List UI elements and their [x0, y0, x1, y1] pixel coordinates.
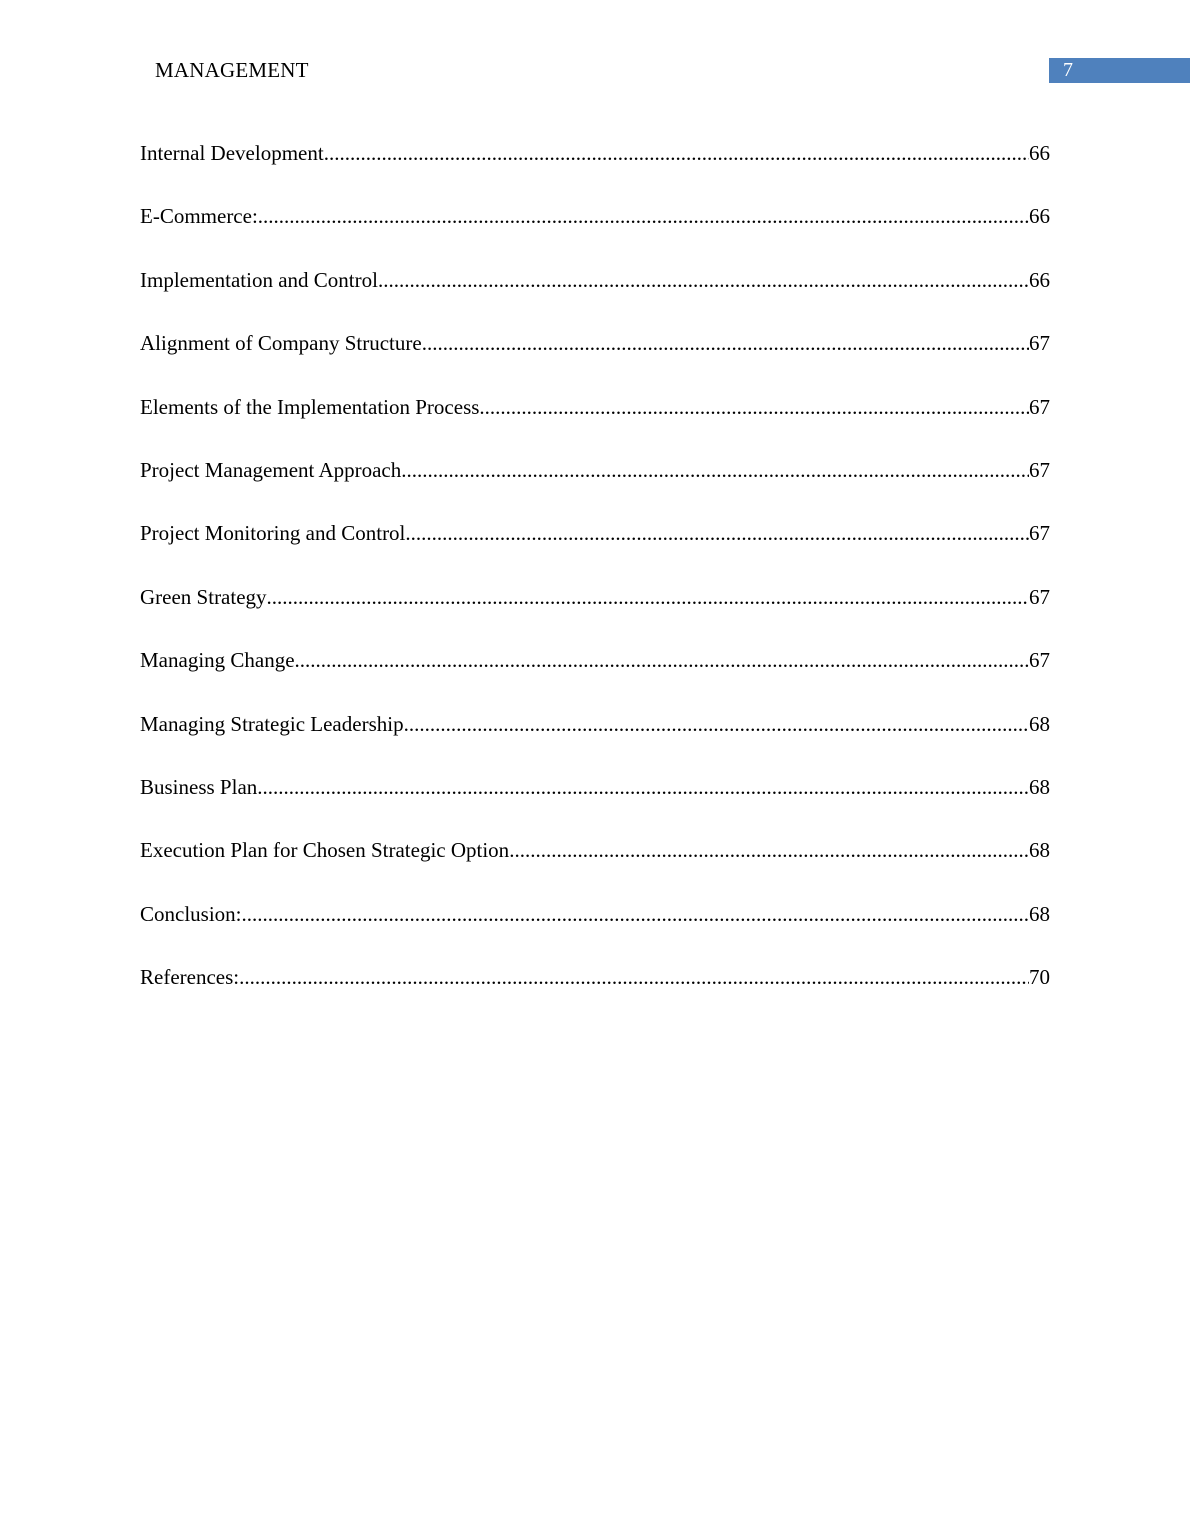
toc-entry-title: Managing Strategic Leadership — [140, 711, 404, 736]
toc-entry-title: Managing Change — [140, 648, 295, 673]
toc-entry-title: Elements of the Implementation Process — [140, 394, 480, 419]
toc-entry-title: E-Commerce: — [140, 204, 258, 229]
toc-entry-references[interactable] — [140, 962, 1050, 1025]
toc-entry-business-plan[interactable] — [140, 772, 1050, 835]
toc-entry-page: 67 — [1029, 584, 1050, 609]
toc-entry-title: Internal Development — [140, 141, 324, 165]
toc-entry-internal-development[interactable] — [140, 138, 1050, 201]
toc-dot-leader — [258, 201, 1029, 231]
toc-entry-page: 67 — [1029, 331, 1050, 356]
toc-entry-page: 68 — [1029, 774, 1050, 799]
toc-entry-page: 68 — [1029, 901, 1050, 926]
toc-entry-page: 70 — [1029, 965, 1050, 990]
toc-entry-title: Project Monitoring and Control — [140, 521, 406, 546]
toc-dot-leader — [242, 899, 1029, 929]
toc-dot-leader — [509, 835, 1029, 865]
toc-dot-leader — [401, 455, 1029, 485]
page-number-badge: 7 — [1049, 58, 1190, 83]
toc-entry-managing-change[interactable] — [140, 645, 1050, 708]
toc-entry-title: Implementation and Control — [140, 267, 378, 292]
toc-entry-page: 68 — [1029, 838, 1050, 863]
toc-dot-leader — [378, 265, 1029, 295]
toc-dot-leader — [404, 709, 1029, 739]
toc-entry-page: 66 — [1029, 141, 1050, 165]
toc-dot-leader — [267, 582, 1029, 612]
toc-entry-page: 66 — [1029, 267, 1050, 292]
toc-entry-title: Alignment of Company Structure — [140, 331, 422, 356]
toc-entry-title: Business Plan — [140, 774, 258, 799]
toc-entry-title: Green Strategy — [140, 584, 267, 609]
toc-dot-leader — [405, 518, 1029, 548]
running-head-title: MANAGEMENT — [155, 58, 309, 82]
toc-entry-title: References: — [140, 965, 240, 990]
toc-entry-e-commerce[interactable] — [140, 201, 1050, 264]
toc-dot-leader — [257, 772, 1029, 802]
toc-entry-project-management-approach[interactable] — [140, 455, 1050, 518]
table-of-contents — [140, 138, 1050, 1025]
toc-entry-title: Project Management Approach — [140, 457, 402, 482]
toc-entry-page: 68 — [1029, 711, 1050, 736]
toc-entry-page: 67 — [1029, 648, 1050, 673]
toc-entry-green-strategy[interactable] — [140, 582, 1050, 645]
toc-dot-leader — [479, 392, 1029, 422]
toc-entry-page: 66 — [1029, 204, 1050, 229]
toc-dot-leader — [295, 645, 1029, 675]
toc-entry-project-monitoring-and-control[interactable] — [140, 518, 1050, 581]
toc-entry-page: 67 — [1029, 521, 1050, 546]
toc-entry-title: Execution Plan for Chosen Strategic Option — [140, 838, 510, 863]
toc-entry-managing-strategic-leadership[interactable] — [140, 709, 1050, 772]
toc-entry-elements-of-implementation-process[interactable] — [140, 392, 1050, 455]
toc-entry-execution-plan[interactable] — [140, 835, 1050, 898]
toc-entry-conclusion[interactable] — [140, 899, 1050, 962]
toc-dot-leader — [422, 328, 1029, 358]
toc-entry-page: 67 — [1029, 394, 1050, 419]
toc-entry-alignment-of-company-structure[interactable] — [140, 328, 1050, 391]
toc-dot-leader — [324, 138, 1029, 168]
toc-entry-page: 67 — [1029, 457, 1050, 482]
toc-entry-title: Conclusion: — [140, 901, 242, 926]
toc-dot-leader — [239, 962, 1029, 992]
toc-entry-implementation-and-control[interactable] — [140, 265, 1050, 328]
